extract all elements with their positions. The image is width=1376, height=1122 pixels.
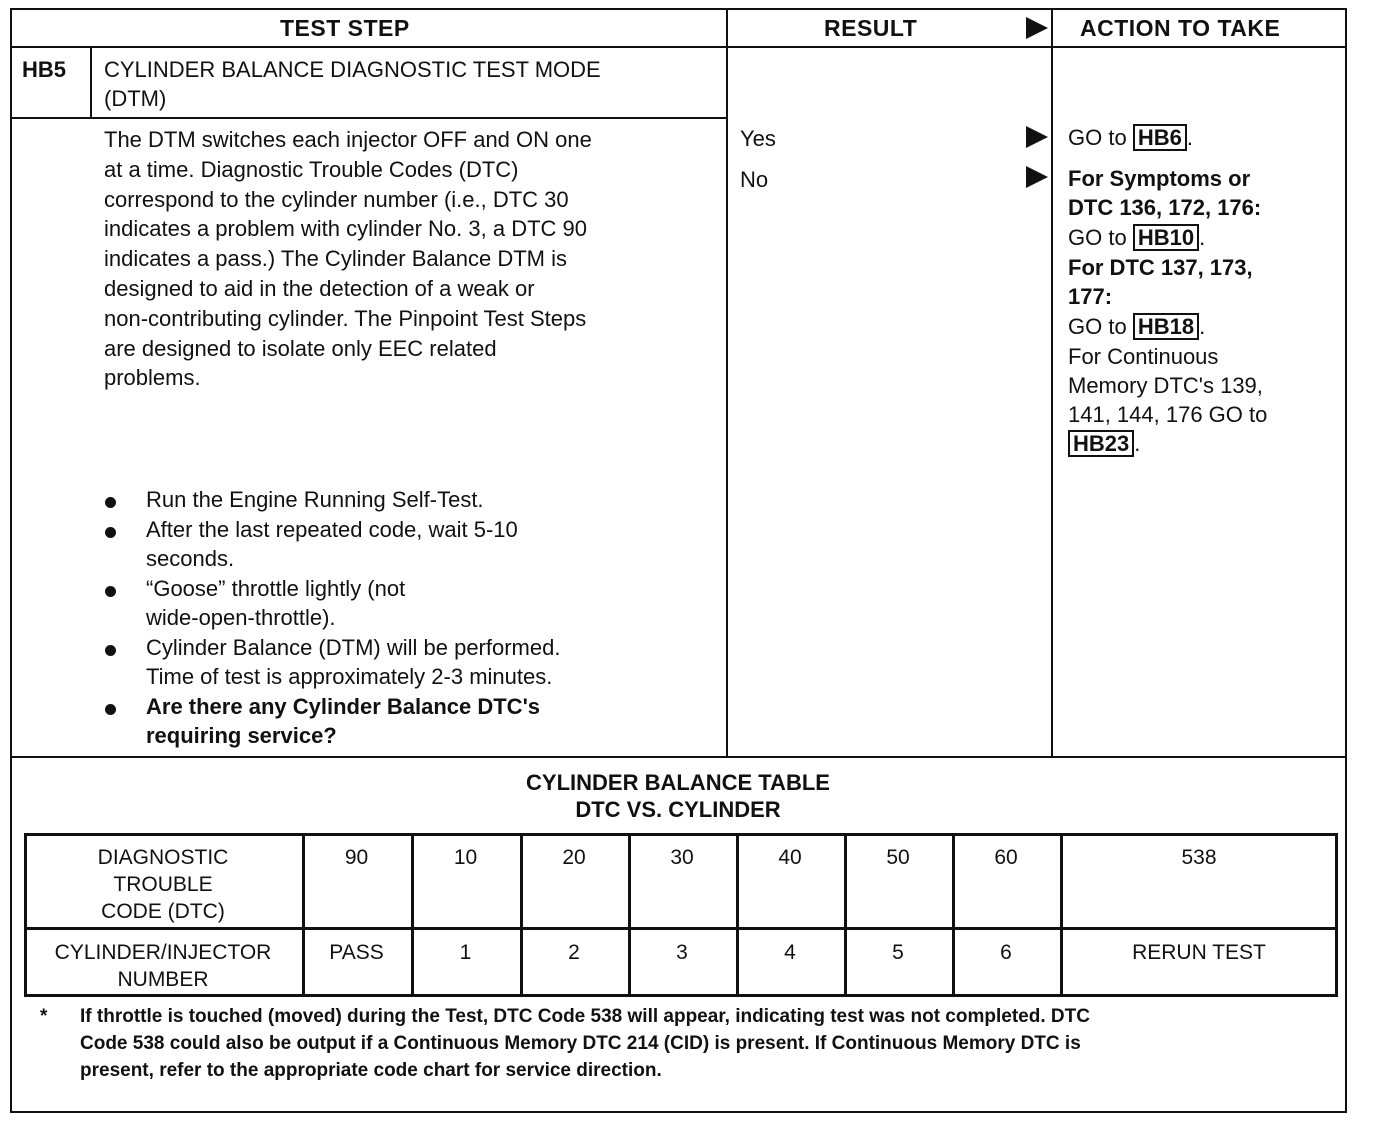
balance-table-title-line1: CYLINDER BALANCE TABLE (526, 770, 830, 795)
bullet-text: After the last repeated code, wait 5-10 (146, 516, 518, 542)
no-arrow-icon (1026, 166, 1048, 188)
description-line: indicates a problem with cylinder No. 3, a DTC 90 (104, 216, 587, 242)
footnote-mark: * (40, 1006, 48, 1027)
cylinder-number-cell: 1 (459, 941, 472, 964)
cylinder-number-cell: 2 (568, 941, 580, 964)
cylinder-number-cell: RERUN TEST (1132, 941, 1266, 964)
bullet-dot-icon (105, 704, 116, 715)
bullet-text: Cylinder Balance (DTM) will be performed. (146, 634, 561, 660)
footnote-line: If throttle is touched (moved) during the Test, DTC Code 538 will appear, indicating test was not completed. DTC (80, 1006, 1090, 1027)
yes-arrow-icon (1026, 126, 1048, 148)
dtc-code-cell: 40 (778, 846, 802, 869)
hb10-reference[interactable]: HB10 (1133, 224, 1199, 251)
bullet-text: Run the Engine Running Self-Test. (146, 487, 484, 512)
cylinder-number-cell: 6 (1000, 941, 1012, 964)
description-line: problems. (104, 365, 201, 391)
balance-table-title-line2: DTC VS. CYLINDER (575, 797, 781, 822)
action-cont-line3: 141, 144, 176 GO to (1068, 402, 1268, 427)
cylinder-row-label: CYLINDER/INJECTOR NUMBER (54, 941, 272, 991)
cylinder-number-cell: 5 (892, 941, 904, 964)
result-yes: Yes (740, 126, 776, 151)
cylinder-number-cell: PASS (329, 941, 384, 964)
description-line: correspond to the cylinder number (i.e., DTC 30 (104, 186, 569, 212)
description-line: at a time. Diagnostic Trouble Codes (DTC) (104, 156, 519, 182)
dtc-code-cell: 90 (344, 846, 369, 869)
description-line: indicates a pass.) The Cylinder Balance DTM is (104, 246, 568, 272)
action-cont-line2: Memory DTC's 139, (1068, 373, 1263, 398)
description-line: non-contributing cylinder. The Pinpoint Test Steps (104, 305, 587, 331)
step-title-line1: CYLINDER BALANCE DIAGNOSTIC TEST MODE (104, 57, 601, 82)
footnote-line: Code 538 could also be output if a Continuous Memory DTC 214 (CID) is present. If Continuous Memory DTC is (80, 1033, 1081, 1054)
description-line: The DTM switches each injector OFF and ON one (104, 127, 592, 152)
cylinder-number-cell: 4 (784, 941, 796, 964)
step-id-divider (90, 46, 92, 117)
step-description (104, 125, 592, 393)
result-no: No (740, 167, 769, 192)
step-title-divider (10, 117, 727, 119)
bullet-dot-icon (105, 497, 116, 508)
dtc-code-cell: 10 (453, 846, 478, 869)
description-line: are designed to isolate only EEC related (104, 335, 497, 361)
bullet-text: seconds. (146, 546, 235, 571)
result-header: RESULT (824, 15, 918, 41)
action-no-go2: GO to HB18 . (1068, 314, 1206, 339)
hb6-reference[interactable]: HB6 (1133, 124, 1187, 151)
action-column-divider (1051, 8, 1053, 757)
action-yes-go: GO to (1068, 125, 1127, 150)
action-cont-line1: For Continuous (1068, 344, 1219, 369)
action-no-go2-label: GO to (1068, 314, 1127, 339)
dtc-code-cell: 538 (1181, 846, 1217, 869)
action-no-line1: For Symptoms or (1068, 166, 1251, 191)
result-column-divider (726, 8, 728, 757)
dtc-code-cell: 50 (886, 846, 910, 869)
action-no-go1-label: GO to (1068, 225, 1127, 250)
footnote-text (80, 1003, 1090, 1084)
action-no-line4: 177: (1068, 284, 1113, 309)
action-header: ACTION TO TAKE (1080, 15, 1281, 41)
action-no-line2: DTC 136, 172, 176: (1068, 195, 1262, 220)
header-divider (10, 46, 1347, 48)
bullet-dot-icon (105, 586, 116, 597)
test-step-header: TEST STEP (280, 15, 410, 41)
bullet-text: Are there any Cylinder Balance DTC's (146, 693, 541, 719)
description-line: designed to aid in the detection of a weak or (104, 275, 535, 301)
action-no-line3: For DTC 137, 173, (1068, 255, 1253, 280)
dtc-code-cell: 60 (994, 846, 1018, 869)
cylinder-number-cell: 3 (676, 941, 688, 964)
bullet-text: Time of test is approximately 2-3 minutes. (146, 664, 553, 689)
bullet-dot-icon (105, 645, 116, 656)
step-id: HB5 (22, 57, 67, 82)
dtc-code-cell: 30 (670, 846, 694, 869)
dtc-row-label: DIAGNOSTIC TROUBLE CODE (DTC) (97, 846, 229, 923)
result-arrow-icon (1026, 17, 1048, 39)
dtc-code-cell: 20 (562, 846, 586, 869)
bullet-dot-icon (105, 527, 116, 538)
step-title-line2: (DTM) (104, 86, 167, 111)
action-cont-ref: HB23 . (1068, 430, 1140, 457)
bullet-text: “Goose” throttle lightly (not (146, 575, 406, 601)
action-no-go1: GO to HB10 . (1068, 225, 1206, 250)
footnote-line: present, refer to the appropriate code chart for service direction. (80, 1060, 662, 1081)
table-row-divider (24, 927, 1338, 930)
hb23-reference[interactable]: HB23 (1068, 430, 1134, 457)
bullet-text: requiring service? (146, 723, 337, 748)
hb18-reference[interactable]: HB18 (1133, 313, 1199, 340)
upper-table-bottom (10, 756, 1347, 758)
bullet-text: wide-open-throttle). (146, 605, 336, 630)
action-yes: GO to HB6 . (1068, 125, 1193, 150)
